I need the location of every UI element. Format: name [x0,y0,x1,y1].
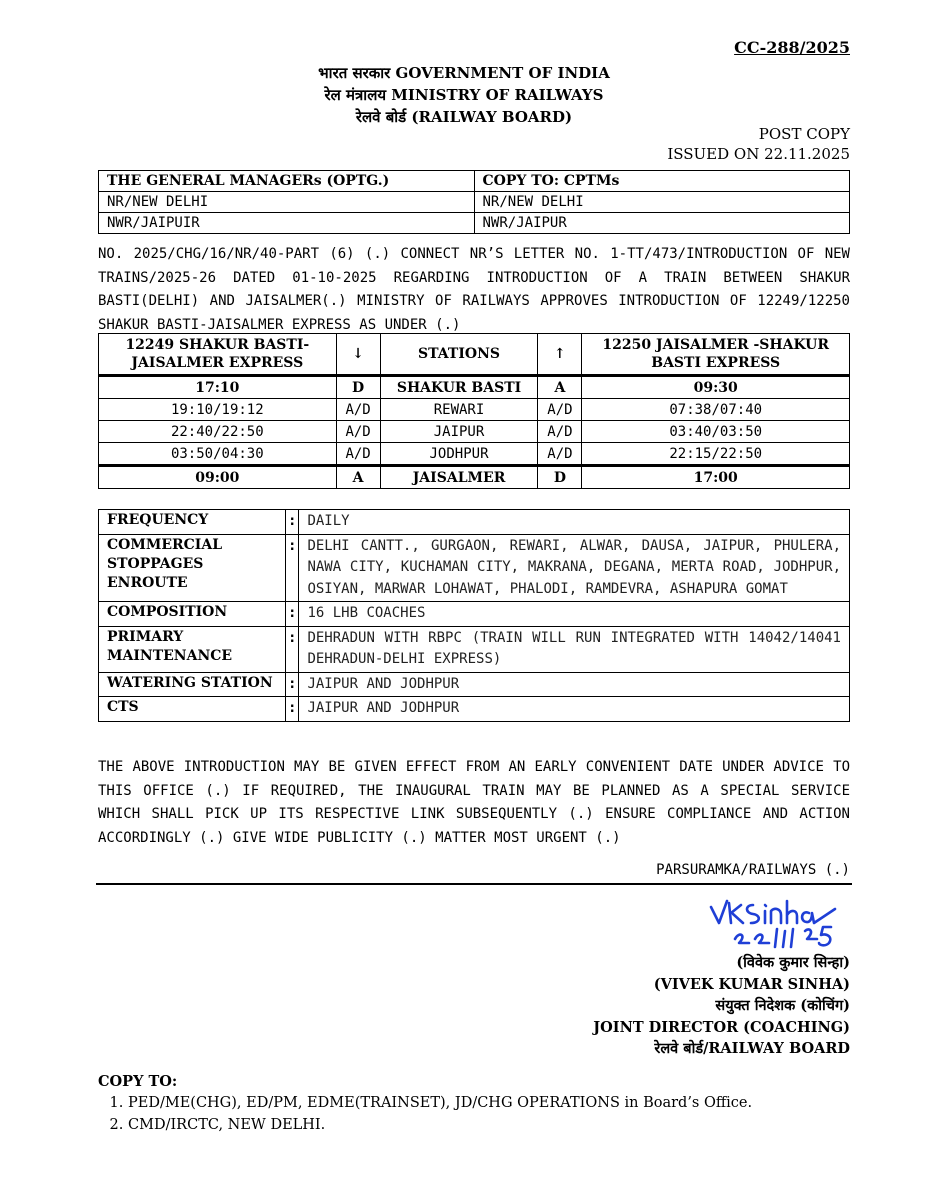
up-arrow-icon: ↑ [538,334,582,376]
detail-label: FREQUENCY [99,510,286,535]
detail-label: PRIMARY MAINTENANCE [99,626,286,672]
addressee-left: NWR/JAIPUIR [99,213,475,234]
up-time: 17:00 [582,466,850,489]
letterhead-government: भारत सरकार GOVERNMENT OF INDIA [318,64,610,82]
signoff-line: PARSURAMKA/RAILWAYS (.) [656,862,850,878]
detail-row [99,510,850,535]
down-flag: D [336,376,380,399]
addressee-right: NR/NEW DELHI [474,192,850,213]
schedule-row [99,376,850,399]
down-time: 09:00 [99,466,337,489]
up-flag: A/D [538,443,582,466]
up-time: 22:15/22:50 [582,443,850,466]
schedule-row [99,399,850,421]
down-time: 22:40/22:50 [99,421,337,443]
up-time: 03:40/03:50 [582,421,850,443]
signatory-name: (VIVEK KUMAR SINHA) [653,975,850,993]
addressee-header-row [99,171,850,192]
addressee-left: NR/NEW DELHI [99,192,475,213]
schedule-table [98,333,850,489]
detail-value: DELHI CANTT., GURGAON, REWARI, ALWAR, DAUSA, JAIPUR, PHULERA, NAWA CITY, KUCHAMAN CITY, MAKRANA, DEGANA, MERTA ROAD, JODHPUR, OSIYAN, MARWAR LOHAWAT, PHALODI, RAMDEVRA, ASHAPURA GOMAT [299,534,850,602]
detail-value: JAIPUR AND JODHPUR [299,697,850,722]
detail-colon: : [286,626,299,672]
down-arrow-icon: ↓ [336,334,380,376]
down-flag: A/D [336,443,380,466]
up-time: 09:30 [582,376,850,399]
schedule-header-row [99,334,850,376]
handwritten-signature [705,895,845,955]
down-time: 19:10/19:12 [99,399,337,421]
station-name: REWARI [380,399,538,421]
subject-paragraph: NO. 2025/CHG/16/NR/40-PART (6) (.) CONNECT NR’S LETTER NO. 1-TT/473/INTRODUCTION OF NEW TRAINS/2025-26 DATED 01-10-2025 REGARDING INTRODUCTION OF A TRAIN BETWEEN SHAKUR BASTI(DELHI) AND JAISALMER(.) MINISTRY OF RAILWAYS APPROVES INTRODUCTION OF 12249/12250 SHAKUR BASTI-JAISALMER EXPRESS AS UNDER (.) [98,246,850,333]
detail-colon: : [286,697,299,722]
signatory-designation: JOINT DIRECTOR (COACHING) [593,1018,850,1036]
detail-value: 16 LHB COACHES [299,602,850,627]
detail-label: COMPOSITION [99,602,286,627]
schedule-row [99,443,850,466]
letterhead-board: रेलवे बोर्ड (RAILWAY BOARD) [355,108,573,126]
detail-value: DAILY [299,510,850,535]
copy-to-list [98,1092,752,1136]
addressee-header-left: THE GENERAL MANAGERs (OPTG.) [99,171,475,192]
up-flag: A/D [538,421,582,443]
addressee-right: NWR/JAIPUR [474,213,850,234]
detail-row [99,697,850,722]
signatory-name-hindi: (विवेक कुमार सिन्हा) [736,954,850,971]
detail-label: CTS [99,697,286,722]
copy-to-item: 2. CMD/IRCTC, NEW DELHI. [128,1114,752,1136]
addressee-row [99,213,850,234]
detail-colon: : [286,602,299,627]
signatory-office: रेलवे बोर्ड/RAILWAY BOARD [654,1040,850,1057]
down-time: 03:50/04:30 [99,443,337,466]
down-flag: A/D [336,399,380,421]
schedule-row [99,466,850,489]
signatory-block [593,952,850,1060]
detail-label: COMMERCIAL STOPPAGES ENROUTE [99,534,286,602]
copy-to-item: 1. PED/ME(CHG), ED/PM, EDME(TRAINSET), JD/CHG OPERATIONS in Board’s Office. [128,1092,752,1114]
station-name: SHAKUR BASTI [380,376,538,399]
station-name: JAISALMER [380,466,538,489]
issued-date: ISSUED ON 22.11.2025 [667,145,850,163]
detail-value: JAIPUR AND JODHPUR [299,672,850,697]
detail-row [99,534,850,602]
station-name: JODHPUR [380,443,538,466]
down-flag: A [336,466,380,489]
divider [96,883,852,885]
up-train-header: 12250 JAISALMER -SHAKUR BASTI EXPRESS [582,334,850,376]
detail-row [99,672,850,697]
up-flag: D [538,466,582,489]
addressee-table [98,170,850,234]
details-table [98,509,850,722]
signatory-designation-hindi: संयुक्त निदेशक (कोचिंग) [715,997,850,1014]
addressee-header-right: COPY TO: CPTMs [474,171,850,192]
detail-colon: : [286,510,299,535]
post-copy-block [667,124,850,164]
up-time: 07:38/07:40 [582,399,850,421]
down-time: 17:10 [99,376,337,399]
detail-value: DEHRADUN WITH RBPC (TRAIN WILL RUN INTEGRATED WITH 14042/14041 DEHRADUN-DELHI EXPRESS) [299,626,850,672]
up-flag: A/D [538,399,582,421]
detail-colon: : [286,672,299,697]
station-name: JAIPUR [380,421,538,443]
copy-to-section [98,1073,752,1136]
copy-to-title: COPY TO: [98,1073,178,1090]
detail-label: WATERING STATION [99,672,286,697]
detail-row [99,602,850,627]
letterhead-ministry: रेल मंत्रालय MINISTRY OF RAILWAYS [324,86,604,104]
addressee-row [99,192,850,213]
stations-header: STATIONS [380,334,538,376]
detail-row [99,626,850,672]
schedule-row [99,421,850,443]
down-train-header: 12249 SHAKUR BASTI-JAISALMER EXPRESS [99,334,337,376]
post-copy-label: POST COPY [758,125,850,143]
up-flag: A [538,376,582,399]
detail-colon: : [286,534,299,602]
letterhead [0,62,928,128]
closing-paragraph: THE ABOVE INTRODUCTION MAY BE GIVEN EFFECT FROM AN EARLY CONVENIENT DATE UNDER ADVICE TO THIS OFFICE (.) IF REQUIRED, THE INAUGURAL TRAIN MAY BE PLANNED AS A SPECIAL SERVICE WHICH SHALL PICK UP ITS RESPECTIVE LINK SUBSEQUENTLY (.) ENSURE COMPLIANCE AND ACTION ACCORDINGLY (.) GIVE WIDE PUBLICITY (.) MATTER MOST URGENT (.) [98,759,850,846]
down-flag: A/D [336,421,380,443]
reference-number: CC-288/2025 [734,38,850,57]
